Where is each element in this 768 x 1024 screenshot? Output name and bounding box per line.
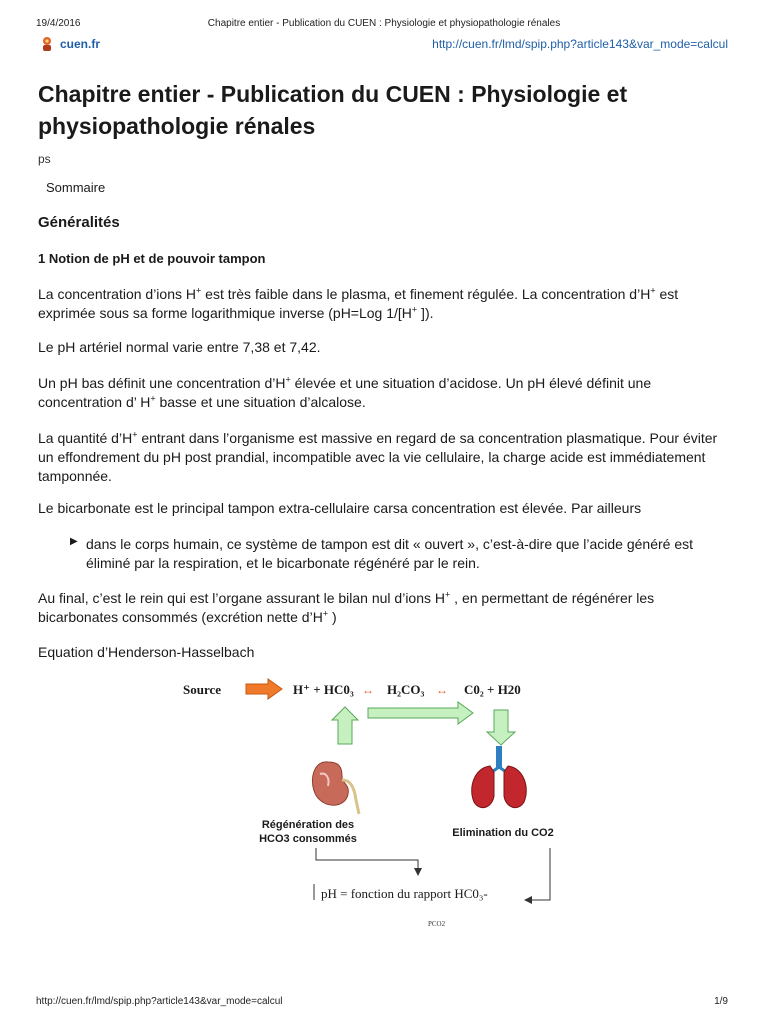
print-date: 19/4/2016 bbox=[36, 18, 81, 29]
page-title: Chapitre entier - Publication du CUEN : Physiologie et physiopathologie rénales bbox=[38, 81, 628, 139]
paragraph-5: Le bicarbonate est le principal tampon extra-cellulaire carsa concentration est élevée. Par ailleurs bbox=[38, 500, 642, 516]
lungs-icon bbox=[472, 746, 527, 808]
page-number: 1/9 bbox=[714, 996, 728, 1007]
diagram-eq-arrow-1: ↔ bbox=[362, 683, 374, 697]
kidney-label-1: Régénération des bbox=[261, 819, 355, 831]
kidney-connector bbox=[316, 848, 418, 870]
paragraph-6-first: dans le corps humain, ce système de tampon est dit « ouvert », c’est-à-dire que l’acide généré est éliminé par la respiration, et le bicarbonate régénéré par le rein. bbox=[86, 536, 693, 571]
diagram-co2-h2o: C0₂ + H20 bbox=[464, 682, 521, 697]
print-header-title: Chapitre entier - Publication du CUEN : Physiologie et physiopathologie rénales bbox=[207, 18, 561, 29]
diagram-eq-arrow-2: ↔ bbox=[436, 683, 448, 697]
diagram-source-label: Source bbox=[183, 682, 222, 697]
diagram-h-hco3: H⁺ + HC0₃ bbox=[293, 682, 354, 697]
paragraph-4: La quantité d’H+ entrant dans l’organisme est massive en regard de sa concentration plasmatique. Pour éviter un effondrement du pH post prandial, incompatible avec la vie cellulaire, la charge acide est immédiatement tamponnée. bbox=[38, 429, 718, 484]
lung-label: Elimination du CO2 bbox=[452, 827, 554, 839]
green-up-arrow-icon bbox=[332, 707, 358, 744]
footer-url[interactable]: http://cuen.fr/lmd/spip.php?article143&var_mode=calcul bbox=[36, 996, 283, 1007]
site-logo[interactable] bbox=[40, 36, 100, 52]
subsection-title: 1 Notion de pH et de pouvoir tampon bbox=[38, 251, 266, 266]
henderson-hasselbach-diagram bbox=[178, 672, 598, 934]
kidney-label-2: HCO3 consommés bbox=[259, 833, 357, 845]
ph-formula: pH = fonction du rapport HC0₃- bbox=[321, 886, 488, 901]
source-arrow-icon bbox=[246, 679, 282, 699]
ps-label: ps bbox=[38, 152, 51, 166]
paragraph-8: Equation d’Henderson-Hasselbach bbox=[38, 644, 255, 660]
cuen-logo-icon bbox=[40, 36, 54, 52]
formula-denominator: PCO2 bbox=[428, 920, 446, 928]
kidney-icon bbox=[312, 762, 359, 814]
green-down-arrow-icon bbox=[487, 710, 515, 745]
green-right-arrow-icon bbox=[368, 702, 473, 724]
page-url-link[interactable]: http://cuen.fr/lmd/spip.php?article143&var_mode=calcul bbox=[432, 37, 728, 51]
paragraph-1: La concentration d’ions H+ est très faible dans le plasma, et finement régulée. La concentration d’H+ est exprimée sous sa forme logarithmique inverse (pH=Log 1/[H+ ]). bbox=[38, 285, 679, 321]
paragraph-7: Au final, c’est le rein qui est l’organe assurant le bilan nul d’ions H+ , en permettant de régénérer les bicarbonates consommés (excrétion nette d’H+ ) bbox=[38, 589, 655, 625]
lung-connector bbox=[530, 848, 550, 900]
play-icon: ▶ bbox=[70, 536, 78, 547]
section-title: Généralités bbox=[38, 214, 120, 231]
diagram-h2co3: H₂CO₃ bbox=[387, 682, 425, 697]
sommaire-link[interactable]: Sommaire bbox=[46, 180, 106, 195]
paragraph-2: Le pH artériel normal varie entre 7,38 et 7,42. bbox=[38, 339, 321, 355]
paragraph-3: Un pH bas définit une concentration d’H+ élevée et une situation d’acidose. Un pH élevé définit une concentration d’ H+ basse et une situation d’alcalose. bbox=[38, 374, 652, 410]
site-name: cuen.fr bbox=[60, 37, 101, 51]
